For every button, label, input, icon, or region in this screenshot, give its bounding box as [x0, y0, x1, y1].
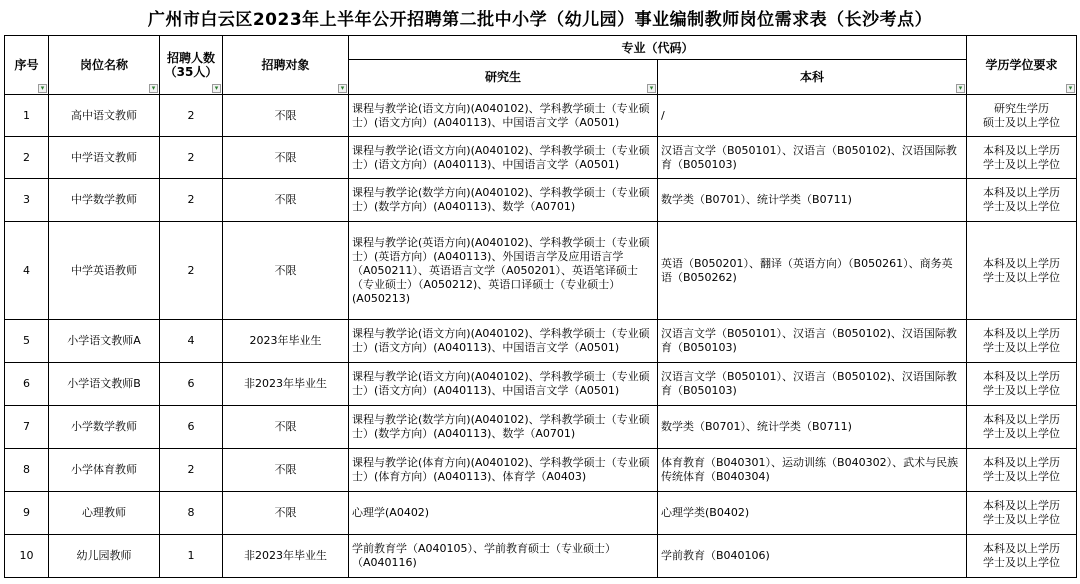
cell-degree[interactable]: 本科及以上学历 学士及以上学位: [967, 449, 1077, 492]
dropdown-filter-icon[interactable]: ▾: [38, 84, 47, 93]
cell-no[interactable]: 10: [5, 535, 49, 578]
cell-grad-major[interactable]: 课程与教学论(数学方向)(A040102)、学科教学硕士（专业硕士）(数学方向）(A040113)、数学（A0701): [349, 179, 658, 222]
cell-target[interactable]: 非2023年毕业生: [223, 363, 349, 406]
positions-table: [4, 35, 1077, 578]
cell-position[interactable]: 小学体育教师: [49, 449, 160, 492]
cell-undergrad-major[interactable]: 英语（B050201）、翻译（英语方向）（B050261）、商务英语（B050262): [658, 222, 967, 320]
table-row: [5, 363, 1077, 406]
cell-degree[interactable]: 本科及以上学历 学士及以上学位: [967, 535, 1077, 578]
header-position: [49, 36, 160, 95]
cell-position[interactable]: 小学语文教师B: [49, 363, 160, 406]
header-count-label: 招聘人数: [166, 51, 215, 65]
table-row: [5, 449, 1077, 492]
cell-target[interactable]: 2023年毕业生: [223, 320, 349, 363]
cell-count[interactable]: 8: [160, 492, 223, 535]
cell-no[interactable]: 5: [5, 320, 49, 363]
table-row: [5, 320, 1077, 363]
table-row: [5, 406, 1077, 449]
header-grad-label: 研究生: [484, 70, 521, 84]
header-target: [223, 36, 349, 95]
cell-target[interactable]: 不限: [223, 137, 349, 179]
table-row: [5, 535, 1077, 578]
dropdown-filter-icon[interactable]: ▾: [956, 84, 965, 93]
cell-no[interactable]: 1: [5, 95, 49, 137]
cell-grad-major[interactable]: 课程与教学论(语文方向)(A040102)、学科教学硕士（专业硕士）(语文方向）(A040113)、中国语言文学（A0501): [349, 137, 658, 179]
cell-position[interactable]: 小学数学教师: [49, 406, 160, 449]
cell-position[interactable]: 幼儿园教师: [49, 535, 160, 578]
cell-grad-major[interactable]: 课程与教学论(语文方向)(A040102)、学科教学硕士（专业硕士）(语文方向）(A040113)、中国语言文学（A0501): [349, 95, 658, 137]
cell-degree[interactable]: 本科及以上学历 学士及以上学位: [967, 179, 1077, 222]
header-no-label: 序号: [14, 58, 39, 72]
header-count-total: （35人）: [164, 65, 218, 79]
cell-count[interactable]: 4: [160, 320, 223, 363]
cell-target[interactable]: 非2023年毕业生: [223, 535, 349, 578]
cell-target[interactable]: 不限: [223, 449, 349, 492]
dropdown-filter-icon[interactable]: ▾: [212, 84, 221, 93]
dropdown-filter-icon[interactable]: ▾: [338, 84, 347, 93]
cell-no[interactable]: 7: [5, 406, 49, 449]
cell-count[interactable]: 2: [160, 137, 223, 179]
cell-no[interactable]: 8: [5, 449, 49, 492]
cell-count[interactable]: 2: [160, 449, 223, 492]
cell-count[interactable]: 6: [160, 406, 223, 449]
cell-degree[interactable]: 研究生学历 硕士及以上学位: [967, 95, 1077, 137]
header-degree: [967, 36, 1077, 95]
cell-target[interactable]: 不限: [223, 406, 349, 449]
cell-undergrad-major[interactable]: 汉语言文学（B050101）、汉语言（B050102)、汉语国际教育（B050103): [658, 363, 967, 406]
table-row: [5, 179, 1077, 222]
cell-position[interactable]: 中学数学教师: [49, 179, 160, 222]
dropdown-filter-icon[interactable]: ▾: [647, 84, 656, 93]
cell-grad-major[interactable]: 课程与教学论(体育方向)(A040102)、学科教学硕士（专业硕士）(体育方向）(A040113)、体育学（A0403): [349, 449, 658, 492]
cell-position[interactable]: 高中语文教师: [49, 95, 160, 137]
cell-degree[interactable]: 本科及以上学历 学士及以上学位: [967, 137, 1077, 179]
cell-grad-major[interactable]: 课程与教学论(语文方向)(A040102)、学科教学硕士（专业硕士）(语文方向）(A040113)、中国语言文学（A0501): [349, 320, 658, 363]
table-row: [5, 137, 1077, 179]
cell-grad-major[interactable]: 学前教育学（A040105）、学前教育硕士（专业硕士）（A040116): [349, 535, 658, 578]
dropdown-filter-icon[interactable]: ▾: [149, 84, 158, 93]
cell-undergrad-major[interactable]: /: [658, 95, 967, 137]
cell-degree[interactable]: 本科及以上学历 学士及以上学位: [967, 363, 1077, 406]
cell-target[interactable]: 不限: [223, 179, 349, 222]
cell-position[interactable]: 心理教师: [49, 492, 160, 535]
cell-no[interactable]: 9: [5, 492, 49, 535]
cell-no[interactable]: 6: [5, 363, 49, 406]
cell-grad-major[interactable]: 课程与教学论(数学方向)(A040102)、学科教学硕士（专业硕士）(数学方向）(A040113)、数学（A0701): [349, 406, 658, 449]
header-grad: [349, 60, 658, 95]
cell-count[interactable]: 6: [160, 363, 223, 406]
sheet-title: 广州市白云区2023年上半年公开招聘第二批中小学（幼儿园）事业编制教师岗位需求表（长沙考点）: [147, 10, 933, 30]
cell-undergrad-major[interactable]: 汉语言文学（B050101）、汉语言（B050102)、汉语国际教育（B050103): [658, 137, 967, 179]
cell-target[interactable]: 不限: [223, 492, 349, 535]
cell-grad-major[interactable]: 课程与教学论(语文方向)(A040102)、学科教学硕士（专业硕士）(语文方向）(A040113)、中国语言文学（A0501): [349, 363, 658, 406]
cell-grad-major[interactable]: 课程与教学论(英语方向)(A040102)、学科教学硕士（专业硕士）(英语方向）(A040113)、外国语言学及应用语言学（A050211）、英语语言文学（A050201）、英语笔译硕士（专业硕士）（A050212)、英语口译硕士（专业硕士）(A050213): [349, 222, 658, 320]
cell-no[interactable]: 2: [5, 137, 49, 179]
dropdown-filter-icon[interactable]: ▾: [1066, 84, 1075, 93]
cell-undergrad-major[interactable]: 体育教育（B040301）、运动训练（B040302）、武术与民族传统体育（B040304): [658, 449, 967, 492]
header-position-label: 岗位名称: [79, 58, 128, 72]
table-row: [5, 492, 1077, 535]
cell-no[interactable]: 4: [5, 222, 49, 320]
cell-position[interactable]: 小学语文教师A: [49, 320, 160, 363]
cell-degree[interactable]: 本科及以上学历 学士及以上学位: [967, 406, 1077, 449]
header-count: [160, 36, 223, 95]
cell-position[interactable]: 中学英语教师: [49, 222, 160, 320]
cell-undergrad-major[interactable]: 学前教育（B040106): [658, 535, 967, 578]
cell-degree[interactable]: 本科及以上学历 学士及以上学位: [967, 222, 1077, 320]
cell-grad-major[interactable]: 心理学(A0402): [349, 492, 658, 535]
cell-degree[interactable]: 本科及以上学历 学士及以上学位: [967, 492, 1077, 535]
cell-degree[interactable]: 本科及以上学历 学士及以上学位: [967, 320, 1077, 363]
cell-target[interactable]: 不限: [223, 222, 349, 320]
header-undergrad: [658, 60, 967, 95]
header-undergrad-label: 本科: [800, 70, 825, 84]
cell-count[interactable]: 2: [160, 179, 223, 222]
cell-no[interactable]: 3: [5, 179, 49, 222]
cell-undergrad-major[interactable]: 数学类（B0701）、统计学类（B0711): [658, 406, 967, 449]
cell-count[interactable]: 1: [160, 535, 223, 578]
header-target-label: 招聘对象: [261, 58, 310, 72]
header-no: [5, 36, 49, 95]
header-major: [349, 36, 967, 60]
table-row: [5, 222, 1077, 320]
cell-position[interactable]: 中学语文教师: [49, 137, 160, 179]
cell-undergrad-major[interactable]: 汉语言文学（B050101）、汉语言（B050102)、汉语国际教育（B050103): [658, 320, 967, 363]
cell-target[interactable]: 不限: [223, 95, 349, 137]
header-degree-label: 学历学位要求: [985, 58, 1058, 72]
cell-count[interactable]: 2: [160, 95, 223, 137]
cell-count[interactable]: 2: [160, 222, 223, 320]
cell-undergrad-major[interactable]: 数学类（B0701）、统计学类（B0711): [658, 179, 967, 222]
table-row: [5, 95, 1077, 137]
cell-undergrad-major[interactable]: 心理学类(B0402): [658, 492, 967, 535]
header-major-label: 专业（代码）: [621, 40, 694, 55]
